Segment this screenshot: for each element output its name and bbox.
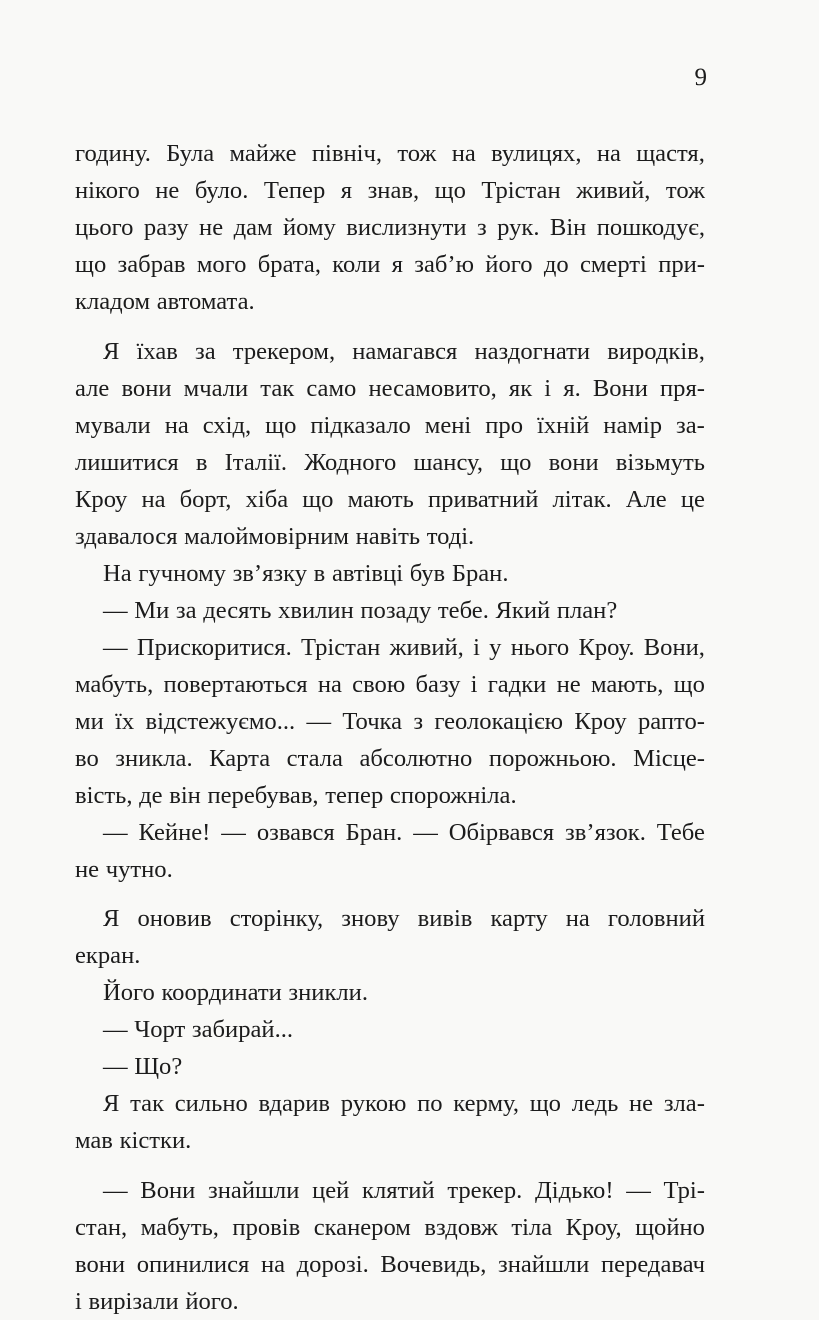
body-text <box>75 135 705 1320</box>
text-line: екран. <box>75 942 141 969</box>
text-line: мав кістки. <box>75 1127 192 1154</box>
text-line: Кроу на борт, хіба що мають приватний літак. Але це <box>75 485 705 513</box>
text-line: — Чорт забирай... <box>103 1016 294 1043</box>
text-line: Його координати зникли. <box>103 979 368 1006</box>
text-line: вони опинилися на дорозі. Вочевидь, знайшли передавач <box>75 1250 705 1278</box>
text-line: кладом автомата. <box>75 288 255 315</box>
text-line: мували на схід, що підказало мені про їхній намір за- <box>75 411 705 439</box>
text-line: і вирізали його. <box>75 1287 239 1315</box>
text-line: Я так сильно вдарив рукою по керму, що ледь не зла- <box>103 1090 705 1117</box>
text-line: нікого не було. Тепер я знав, що Трістан живий, тож <box>75 177 705 204</box>
text-line: лишитися в Італії. Жодного шансу, що вони візьмуть <box>75 448 705 476</box>
text-line: що забрав мого брата, коли я заб’ю його до смерті при- <box>75 251 705 278</box>
text-line: — Кейне! — озвався Бран. — Обірвався зв’язок. Тебе <box>103 818 705 846</box>
text-line: годину. Була майже північ, тож на вулицях, на щастя, <box>75 140 705 167</box>
text-line: вість, де він перебував, тепер спорожніла. <box>75 781 517 809</box>
text-line: — Прискоритися. Трістан живий, і у нього Кроу. Вони, <box>103 633 705 661</box>
text-line: — Ми за десять хвилин позаду тебе. Який план? <box>103 596 618 624</box>
text-line: — Вони знайшли цей клятий трекер. Дідько! — Трі- <box>103 1176 705 1204</box>
text-line: здавалося малоймовірним навіть тоді. <box>75 522 475 550</box>
text-line: ми їх відстежуємо... — Точка з геолокацією Кроу рапто- <box>75 707 705 735</box>
paragraph-gap <box>75 1159 705 1172</box>
text-line: не чутно. <box>75 855 173 883</box>
text-line: мабуть, повертаються на свою базу і гадки не мають, що <box>75 670 705 698</box>
text-line: але вони мчали так само несамовито, як і я. Вони пря- <box>75 374 705 402</box>
paragraph-gap <box>75 320 705 333</box>
text-line: цього разу не дам йому вислизнути з рук. Він пошкодує, <box>75 214 705 241</box>
text-line: стан, мабуть, провів сканером вздовж тіла Кроу, щойно <box>75 1213 705 1241</box>
page-number: 9 <box>694 64 707 91</box>
text-line: — Що? <box>103 1053 183 1080</box>
paragraph-gap <box>75 888 705 901</box>
text-line: во зникла. Карта стала абсолютно порожньою. Місце- <box>75 744 705 772</box>
text-line: На гучному зв’язку в автівці був Бран. <box>103 559 509 587</box>
text-line: Я їхав за трекером, намагався наздогнати виродків, <box>103 337 705 365</box>
text-line: Я оновив сторінку, знову вивів карту на головний <box>103 905 705 932</box>
